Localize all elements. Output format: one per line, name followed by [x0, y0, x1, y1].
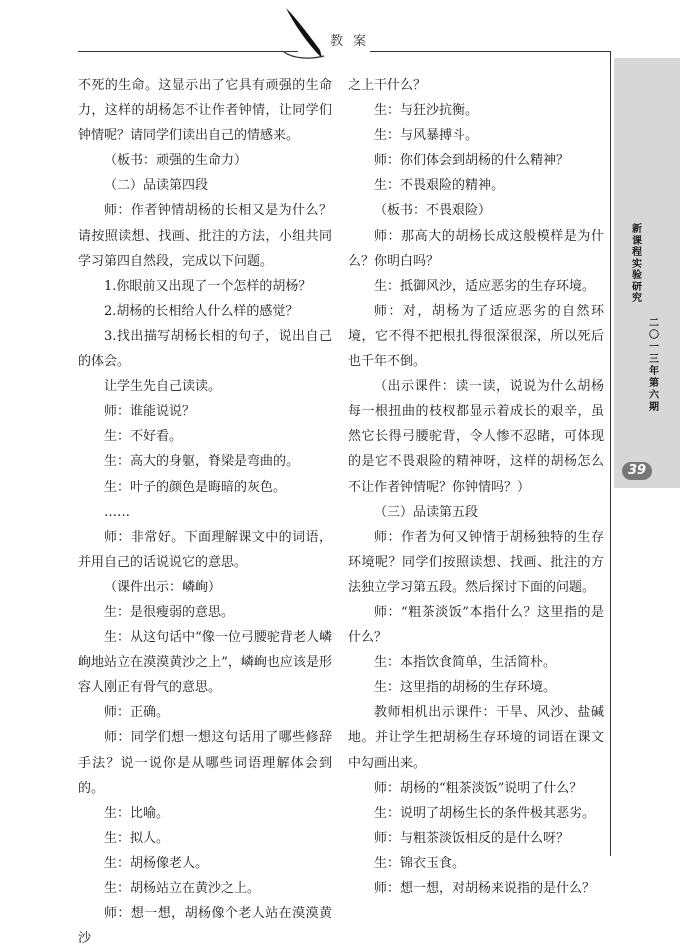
paragraph: 2.胡杨的长相给人什么样的感觉？	[104, 303, 299, 319]
paragraph: 生：与风暴搏斗。	[374, 128, 479, 144]
paragraph: 师：对，胡杨为了适应恶劣的自然环境，它不得不把根扎得很深很深，所以死后也千年不倒。	[348, 303, 604, 370]
journal-side-tab	[614, 58, 680, 488]
paragraph: 生：拟人。	[104, 830, 170, 846]
paragraph: 师：同学们想一想这句话用了哪些修辞手法？说一说你是从哪些词语理解体会到的。	[78, 730, 332, 796]
paragraph: 师：作者为何又钟情于胡杨独特的生存环境呢？同学们按照读想、找画、批注的方法独立学习第五段。然后探讨下面的问题。	[348, 529, 604, 595]
paragraph: 1.你眼前又出现了一个怎样的胡杨？	[104, 278, 312, 294]
page-header-title: 教案	[330, 34, 377, 49]
paragraph: 3.找出描写胡杨长相的句子，说出自己的体会。	[78, 328, 332, 370]
paragraph: （出示课件：读一读，说说为什么胡杨每一根扭曲的枝杈都显示着成长的艰辛，虽然它长得弓腰驼背，令人惨不忍睹，可体现的是它不畏艰险的精神呀，这样的胡杨怎么不让作者钟情呢？你钟情吗？）	[348, 379, 604, 495]
paragraph: （二）品读第四段	[104, 178, 209, 194]
paragraph: 生：不好看。	[104, 429, 183, 445]
paragraph: 生：这里指的胡杨的生存环境。	[374, 680, 557, 696]
paragraph: 让学生先自己读读。	[104, 379, 222, 395]
paragraph: 生：与狂沙抗衡。	[374, 103, 479, 119]
paragraph: （板书：顽强的生命力）	[104, 153, 248, 169]
paragraph: 生：从这句话中“像一位弓腰驼背老人嶙峋地站立在漠漠黄沙之上”，嶙峋也应该是形容人刚正有骨气的意思。	[78, 630, 332, 696]
paragraph: 师：你们体会到胡杨的什么精神？	[374, 153, 570, 169]
paragraph: 生：锦衣玉食。	[374, 855, 466, 871]
paragraph: 生：说明了胡杨生长的条件极其恶劣。	[374, 805, 596, 821]
paragraph: （三）品读第五段	[374, 504, 479, 520]
header-divider-right	[370, 51, 610, 52]
paragraph: 师：胡杨的“粗茶淡饭”说明了什么？	[374, 780, 583, 796]
paragraph: 师：那高大的胡杨长成这般模样是为什么？你明白吗？	[348, 228, 604, 269]
paragraph: 生：抵御风沙，适应恶劣的生存环境。	[374, 278, 596, 294]
quill-pen-icon	[278, 6, 328, 62]
journal-title: 新课程实验研究	[632, 224, 642, 304]
paragraph: 师：作者钟情胡杨的长相又是为什么？请按照读想、找画、批注的方法，小组共同学习第四自然段，完成以下问题。	[78, 203, 332, 269]
paragraph: （课件出示：嶙峋）	[104, 579, 222, 595]
paragraph: （板书：不畏艰险）	[374, 203, 492, 219]
left-text-column	[78, 73, 332, 951]
paragraph: 师：非常好。下面理解课文中的词语，并用自己的话说说它的意思。	[78, 529, 332, 570]
right-text-column	[348, 73, 604, 901]
paragraph: 师：谁能说说？	[104, 404, 196, 420]
issue-label: 二〇一三年第六期	[649, 318, 659, 413]
paragraph: 生：是很瘦弱的意思。	[104, 604, 235, 620]
paragraph: 生：高大的身躯，脊梁是弯曲的。	[104, 454, 300, 470]
paragraph: 生：胡杨像老人。	[104, 855, 209, 871]
paragraph: 师：正确。	[104, 705, 170, 721]
header-divider-left	[78, 51, 298, 52]
paragraph: 生：胡杨站立在黄沙之上。	[104, 881, 261, 896]
page-header	[0, 0, 680, 70]
paragraph: ……	[104, 504, 130, 520]
page-number: 39	[622, 462, 652, 480]
paragraph: 生：比喻。	[104, 805, 170, 821]
paragraph: 师：与粗茶淡饭相反的是什么呀？	[374, 830, 570, 846]
paragraph: 生：不畏艰险的精神。	[374, 178, 505, 194]
paragraph: 师：想一想，胡杨像个老人站在漠漠黄沙	[78, 906, 332, 947]
paragraph: 之上干什么？	[348, 78, 427, 93]
paragraph: 生：叶子的颜色是晦暗的灰色。	[104, 479, 287, 495]
paragraph: 生：本指饮食简单，生活简朴。	[374, 655, 557, 671]
margin-rule	[610, 51, 611, 856]
paragraph: 教师相机出示课件：干旱、风沙、盐碱地。并让学生把胡杨生存环境的词语在课文中勾画出来。	[348, 705, 604, 771]
paragraph: 师：“粗茶淡饭”本指什么？这里指的是什么？	[348, 604, 604, 646]
paragraph: 师：想一想，对胡杨来说指的是什么？	[374, 881, 596, 896]
paragraph: 不死的生命。这显示出了它具有顽强的生命力，这样的胡杨怎不让作者钟情，让同学们钟情呢？请同学们读出自己的情感来。	[78, 78, 332, 144]
